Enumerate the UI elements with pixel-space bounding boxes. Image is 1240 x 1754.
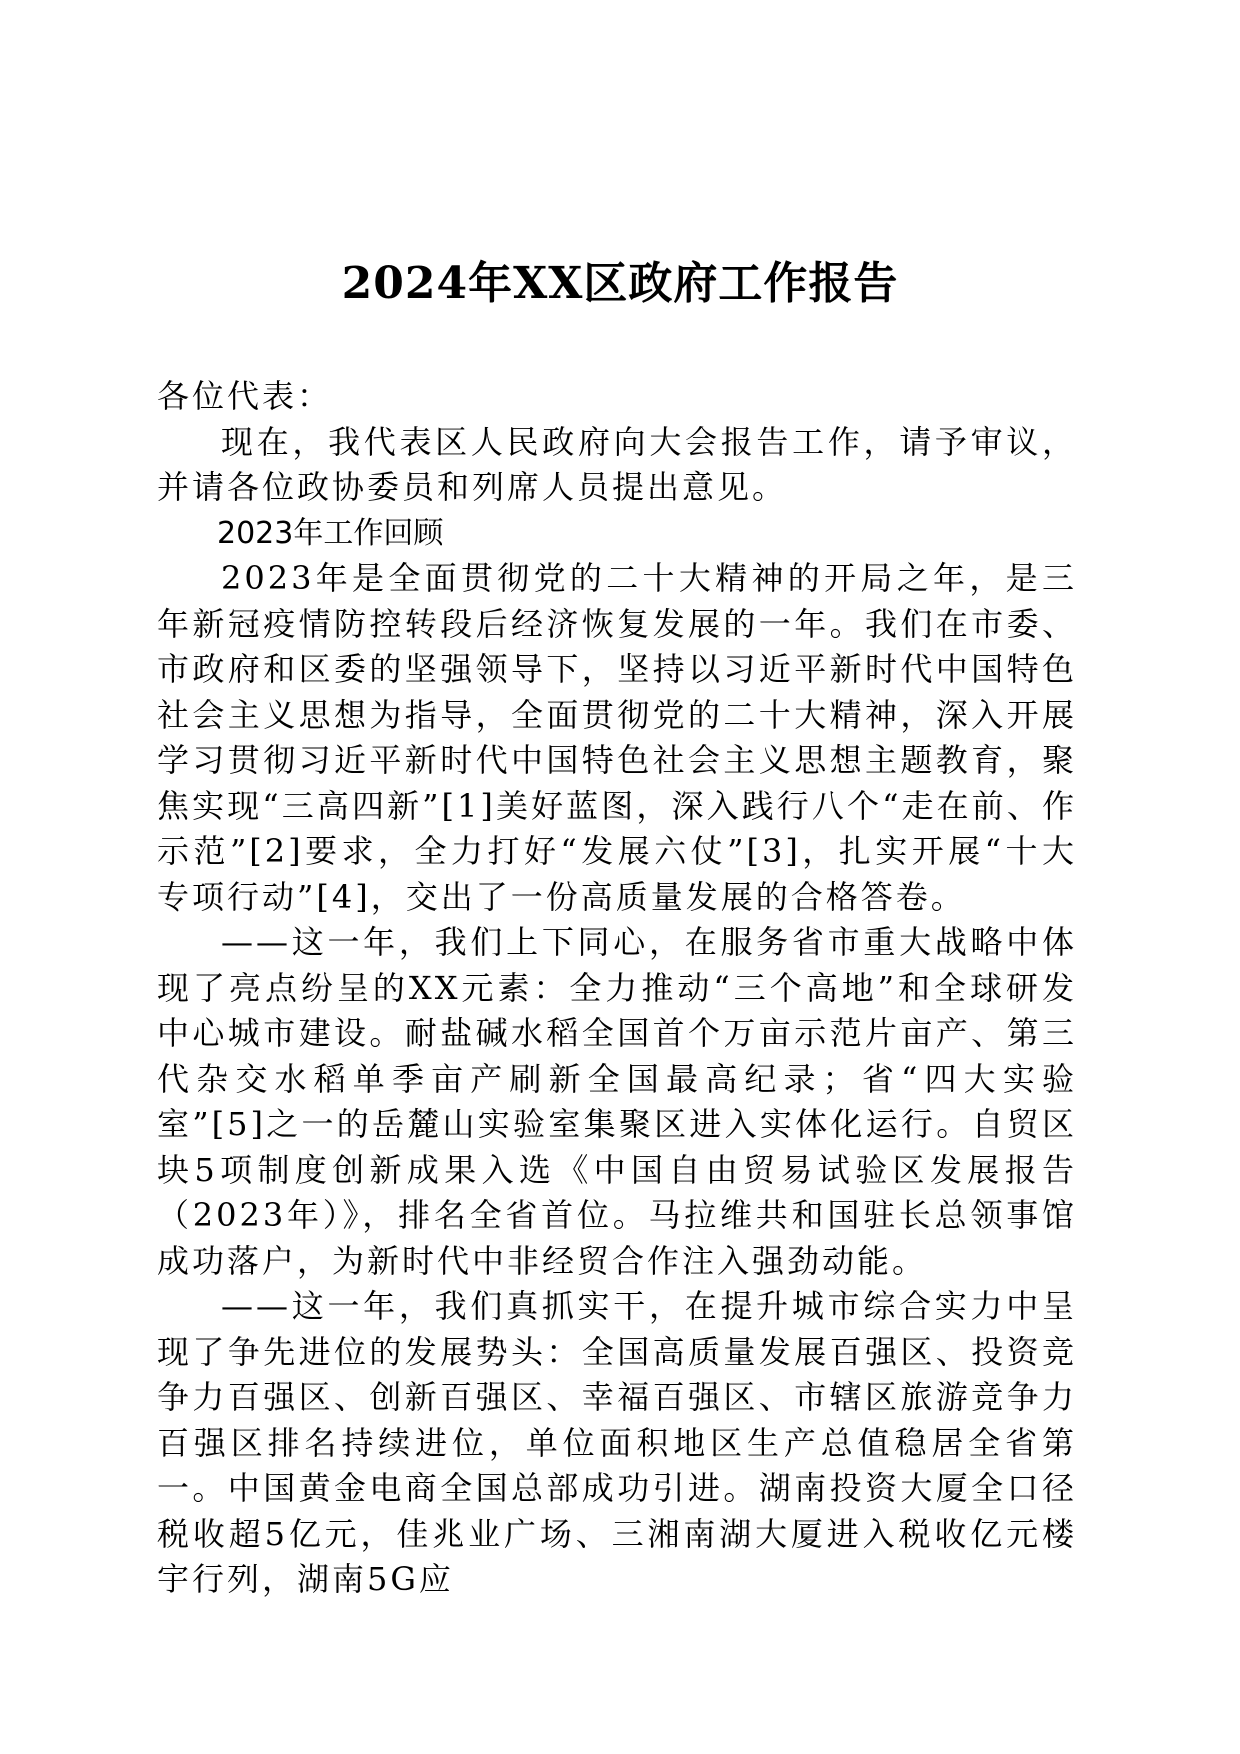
body-paragraph: 2023年是全面贯彻党的二十大精神的开局之年，是三年新冠疫情防控转段后经济恢复发展的一年。我们在市委、市政府和区委的坚强领导下，坚持以习近平新时代中国特色社会主义思想为指导，全面贯彻党的二十大精神，深入开展学习贯彻习近平新时代中国特色社会主义思想主题教育，聚焦实现“三高四新”[1]美好蓝图，深入践行八个“走在前、作示范”[2]要求，全力打好“发展六仗”[3]，扎实开展“十大专项行动”[4]，交出了一份高质量发展的合格答卷。	[157, 559, 1077, 916]
section-heading: 2023年工作回顾	[217, 515, 444, 551]
body-paragraph: ——这一年，我们真抓实干，在提升城市综合实力中呈现了争先进位的发展势头：全国高质量发展百强区、投资竞争力百强区、创新百强区、幸福百强区、市辖区旅游竞争力百强区排名持续进位，单位面积地区生产总值稳居全省第一。中国黄金电商全国总部成功引进。湖南投资大厦全口径税收超5亿元，佳兆业广场、三湘南湖大厦进入税收亿元楼宇行列，湖南5G应	[157, 1287, 1077, 1598]
document-title: 2024年XX区政府工作报告	[341, 258, 899, 309]
salutation: 各位代表：	[157, 377, 333, 415]
intro-paragraph: 现在，我代表区人民政府向大会报告工作，请予审议，并请各位政协委员和列席人员提出意见。	[157, 422, 1077, 506]
body-paragraph: ——这一年，我们上下同心，在服务省市重大战略中体现了亮点纷呈的XX元素：全力推动“三个高地”和全球研发中心城市建设。耐盐碱水稻全国首个万亩示范片亩产、第三代杂交水稻单季亩产刷新全国最高纪录；省“四大实验室”[5]之一的岳麓山实验室集聚区进入实体化运行。自贸区块5项制度创新成果入选《中国自由贸易试验区发展报告（2023年）》，排名全省首位。马拉维共和国驻长总领事馆成功落户，为新时代中非经贸合作注入强劲动能。	[157, 923, 1077, 1280]
document-body	[157, 374, 1077, 1603]
